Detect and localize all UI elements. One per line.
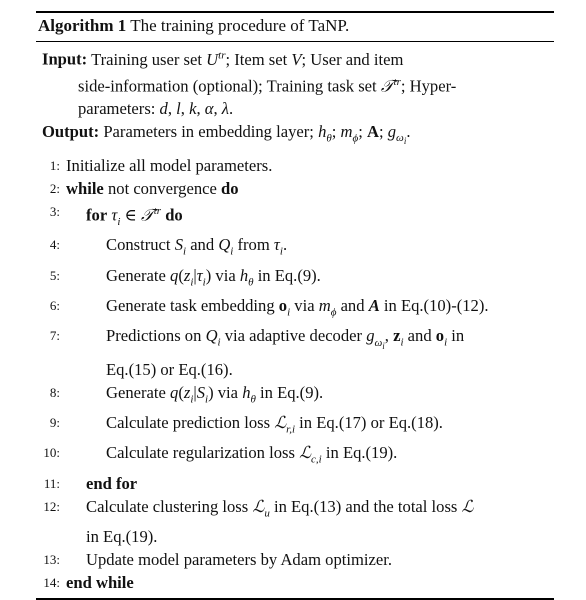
algo-line-6 — [36, 294, 554, 324]
line-text: Generate $q(z_i|\tau_i)$ via $h_\theta$ in Eq.(9). — [106, 265, 321, 289]
algo-line-13 — [36, 548, 554, 571]
line-number: 7: — [49, 328, 60, 344]
algorithm-box — [36, 11, 554, 600]
line-number: 6: — [49, 298, 60, 314]
line-text: Calculate regularization loss ℒ$_{c,i}$ in Eq.(19). — [106, 443, 398, 466]
input-block — [36, 44, 554, 120]
algorithm-label: Algorithm 1 — [38, 16, 127, 35]
input-text-1: Training user set $U^{tr}$; Item set V; User and item — [91, 49, 404, 69]
algo-line-4 — [36, 233, 554, 263]
algo-line-3 — [36, 200, 554, 234]
line-text: Construct $S_i$ and $Q_i$ from $\tau_i$. — [106, 235, 288, 258]
algo-line-1 — [36, 154, 554, 177]
input-line-1 — [42, 44, 554, 71]
line-number: 2: — [49, 180, 60, 196]
algorithm-title — [36, 13, 554, 42]
algo-line-2 — [36, 177, 554, 200]
line-number: 4: — [49, 237, 60, 253]
line-number: 9: — [49, 415, 60, 431]
line-text: while not convergence do — [66, 178, 239, 198]
line-number: 11: — [43, 475, 60, 491]
line-text: Update model parameters by Adam optimizer. — [86, 550, 392, 570]
line-number: 12: — [43, 498, 60, 514]
line-text: Predictions on $Q_i$ via adaptive decoder $g_{\omega_i}$, $z_i$ and $o_i$ in Eq.(15) or Eq.(16). — [106, 326, 465, 379]
algorithm-title-text: The training procedure of TaNP. — [130, 16, 350, 35]
algo-line-14 — [36, 571, 554, 594]
algo-line-9 — [36, 411, 554, 441]
line-number: 3: — [49, 203, 60, 219]
input-label: Input: — [42, 49, 88, 69]
output-label: Output: — [42, 122, 100, 142]
algo-line-11 — [36, 472, 554, 495]
line-text: Generate $q(z_i|S_i)$ via $h_\theta$ in Eq.(9). — [106, 382, 324, 406]
line-number: 8: — [49, 384, 60, 400]
input-line-2: side-information (optional); Training task set 𝒯$^{tr}$; Hyper- — [78, 75, 457, 96]
algo-line-8 — [36, 381, 554, 411]
line-text: end for — [86, 473, 138, 493]
line-text: Generate task embedding $o_i$ via $m_\phi$ and A in Eq.(10)-(12). — [106, 296, 489, 319]
line-number: 5: — [49, 267, 60, 283]
algo-line-5 — [36, 264, 554, 294]
algo-line-10 — [36, 441, 554, 471]
line-number: 13: — [43, 552, 60, 568]
line-text: Calculate clustering loss ℒ$_u$ in Eq.(13) and the total loss ℒ in Eq.(19). — [86, 496, 474, 547]
algo-line-7 — [36, 324, 554, 381]
line-number: 14: — [43, 575, 60, 591]
line-text: Initialize all model parameters. — [66, 155, 273, 175]
line-number: 1: — [49, 157, 60, 173]
line-text: for $\tau_i$ ∈ 𝒯$^{tr}$ do — [86, 204, 183, 228]
algo-line-12 — [36, 495, 554, 548]
line-number: 10: — [43, 445, 60, 461]
line-text: Calculate prediction loss ℒ$_{r,i}$ in Eq.(17) or Eq.(18). — [106, 413, 443, 436]
output-text: Parameters in embedding layer; $h_\theta$; $m_\phi$; A; $g_{\omega_i}$. — [103, 122, 411, 147]
algorithm-body — [36, 42, 554, 598]
line-text: end while — [66, 573, 134, 593]
input-line-3: parameters: d, l, k, α, λ. — [78, 99, 234, 119]
output-block — [36, 120, 554, 154]
